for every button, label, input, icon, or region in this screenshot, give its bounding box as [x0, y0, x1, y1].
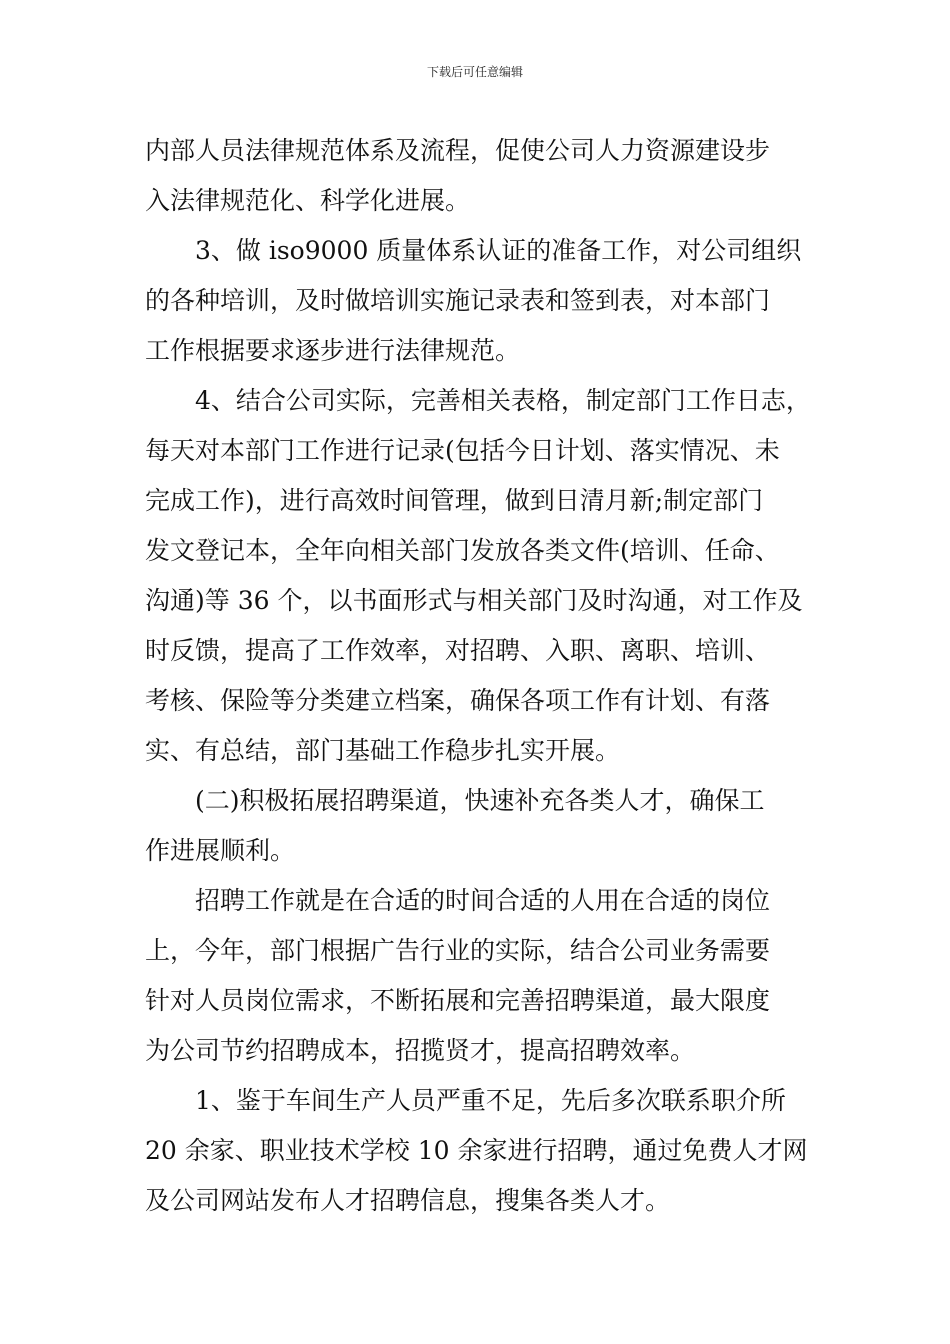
text-line: 入法律规范化、科学化进展。	[145, 186, 471, 215]
text-line: 针对人员岗位需求，不断拓展和完善招聘渠道，最大限度	[145, 986, 771, 1015]
paragraph	[145, 226, 815, 376]
paragraph	[145, 1076, 815, 1226]
text-line: 工作根据要求逐步进行法律规范。	[145, 336, 521, 365]
document-body	[145, 126, 815, 1226]
paragraph	[145, 876, 815, 1076]
text-line: 1、鉴于车间生产人员严重不足，先后多次联系职介所	[195, 1086, 786, 1115]
text-line: 实、有总结，部门基础工作稳步扎实开展。	[145, 736, 621, 765]
text-line: 招聘工作就是在合适的时间合适的人用在合适的岗位	[195, 886, 771, 915]
text-line: 4、结合公司实际，完善相关表格，制定部门工作日志，	[195, 386, 811, 415]
text-line: 作进展顺利。	[145, 836, 296, 865]
paragraph	[145, 126, 815, 226]
text-line: 每天对本部门工作进行记录(包括今日计划、落实情况、未	[145, 436, 780, 465]
text-line: 20 余家、职业技术学校 10 余家进行招聘，通过免费人才网	[145, 1136, 808, 1165]
text-line: 的各种培训，及时做培训实施记录表和签到表，对本部门	[145, 286, 771, 315]
text-line: 考核、保险等分类建立档案，确保各项工作有计划、有落	[145, 686, 771, 715]
text-line: 完成工作)，进行高效时间管理，做到日清月新;制定部门	[145, 486, 764, 515]
section-heading	[145, 776, 815, 876]
paragraph	[145, 376, 815, 776]
text-line: 3、做 iso9000 质量体系认证的准备工作，对公司组织	[195, 236, 802, 265]
header-text: 下载后可任意编辑	[426, 65, 523, 79]
text-line: (二)积极拓展招聘渠道，快速补充各类人才，确保工	[195, 786, 765, 815]
page-header	[0, 64, 950, 80]
text-line: 发文登记本，全年向相关部门发放各类文件(培训、任命、	[145, 536, 780, 565]
text-line: 及公司网站发布人才招聘信息，搜集各类人才。	[145, 1186, 671, 1215]
text-line: 沟通)等 36 个，以书面形式与相关部门及时沟通，对工作及	[145, 586, 803, 615]
text-line: 内部人员法律规范体系及流程，促使公司人力资源建设步	[145, 136, 771, 165]
text-line: 为公司节约招聘成本，招揽贤才，提高招聘效率。	[145, 1036, 696, 1065]
text-line: 上，今年，部门根据广告行业的实际，结合公司业务需要	[145, 936, 771, 965]
text-line: 时反馈，提高了工作效率，对招聘、入职、离职、培训、	[145, 636, 771, 665]
